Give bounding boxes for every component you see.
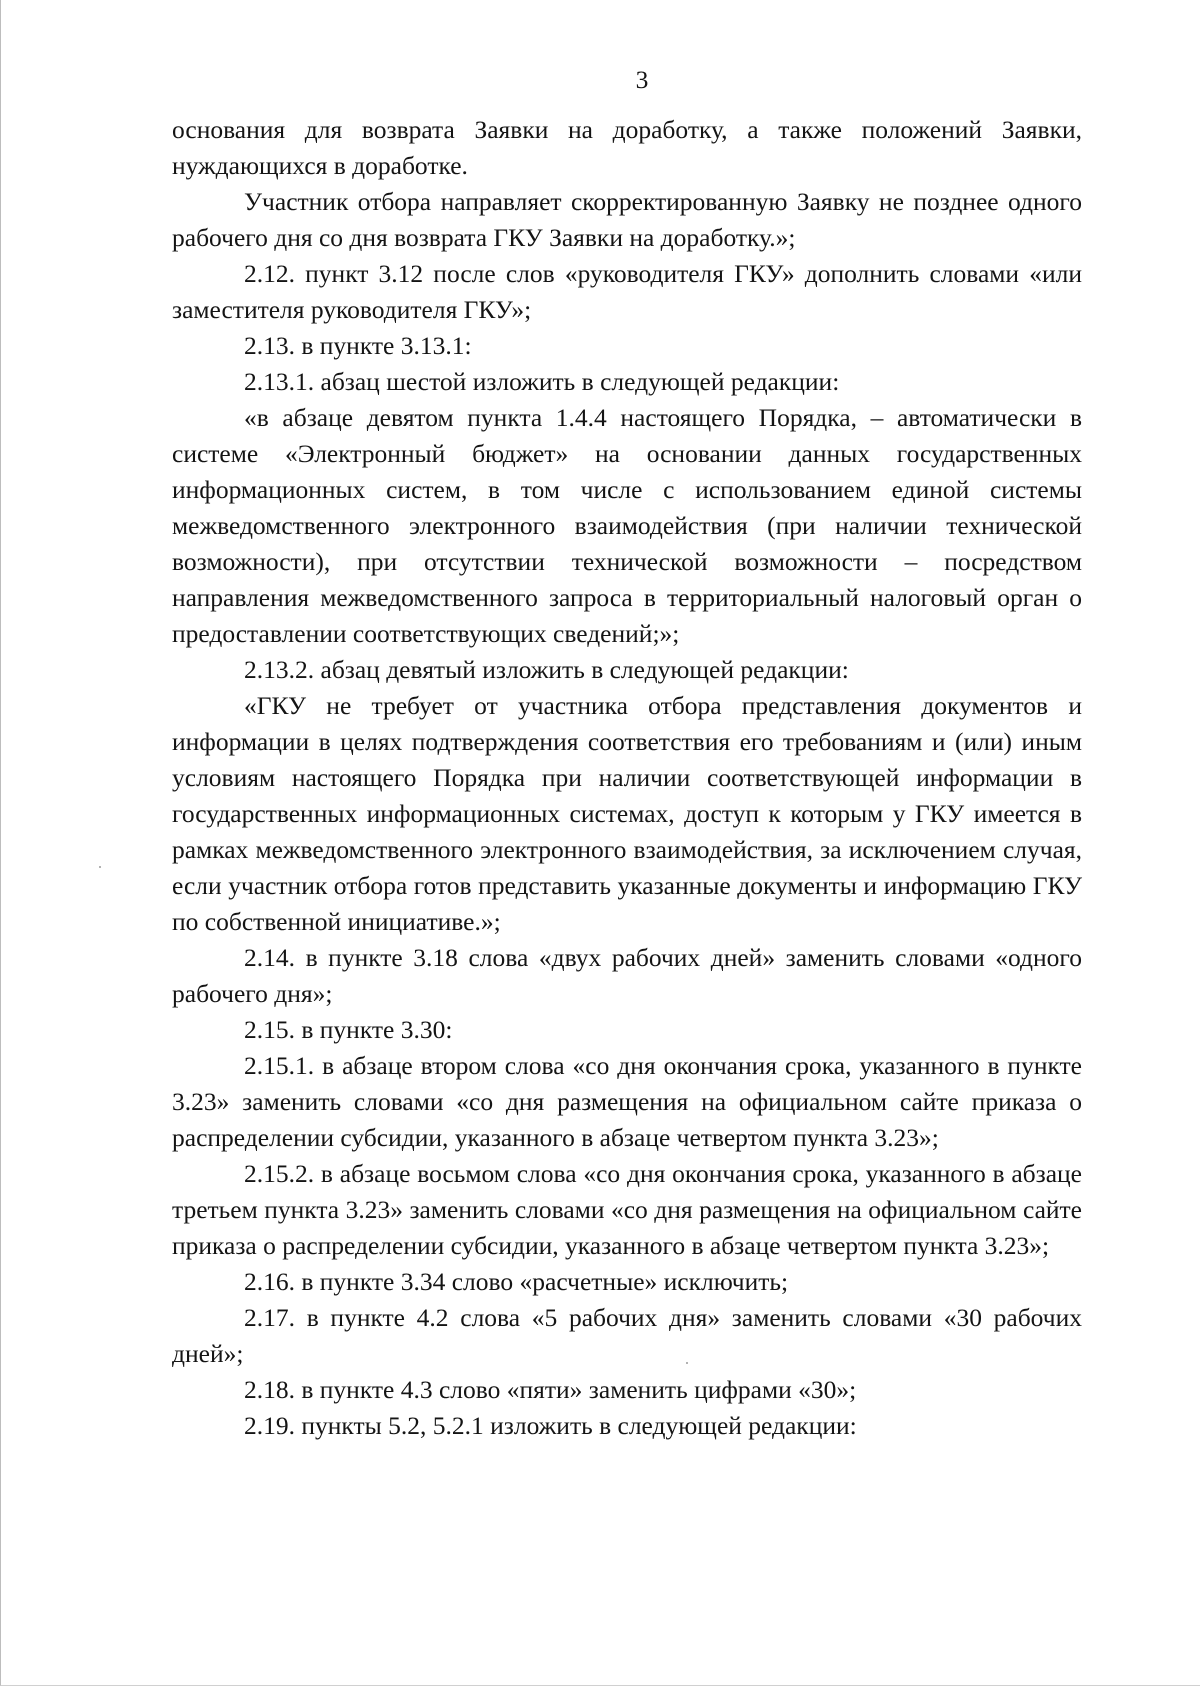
paragraph-item-2-13-1: 2.13.1. абзац шестой изложить в следующей редакции: <box>244 367 840 396</box>
paragraph-item-2-15: 2.15. в пункте 3.30: <box>244 1015 453 1044</box>
paragraph-item-2-19: 2.19. пункты 5.2, 5.2.1 изложить в следующей редакции: <box>244 1411 857 1440</box>
scan-speck <box>99 866 101 868</box>
paragraph-item-2-17: 2.17. в пункте 4.2 слова «5 рабочих дня» заменить словами «30 рабочих дней»; <box>172 1303 1082 1368</box>
paragraph-item-2-12: 2.12. пункт 3.12 после слов «руководителя ГКУ» дополнить словами «или заместителя руководителя ГКУ»; <box>172 259 1082 324</box>
paragraph-item-2-13: 2.13. в пункте 3.13.1: <box>244 331 472 360</box>
paragraph-quote: «в абзаце девятом пункта 1.4.4 настоящего Порядка, – автоматически в системе «Электронный бюджет» на основании данных государственных информационных систем, в том числе с использованием единой системы межведомственного электронного взаимодействия (при наличии технической возможности), при отсутствии технической возможности – посредством направления межведомственного запроса в территориальный налоговый орган о предоставлении соответствующих сведений;»; <box>172 403 1082 648</box>
paragraph-quote: «ГКУ не требует от участника отбора представления документов и информации в целях подтверждения соответствия его требованиям и (или) иным условиям настоящего Порядка при наличии соответствующей информации в государственных информационных системах, доступ к которым у ГКУ имеется в рамках межведомственного электронного взаимодействия, за исключением случая, если участник отбора готов представить указанные документы и информацию ГКУ по собственной инициативе.»; <box>172 691 1082 936</box>
paragraph-item-2-14: 2.14. в пункте 3.18 слова «двух рабочих дней» заменить словами «одного рабочего дня»; <box>172 943 1082 1008</box>
paragraph: Участник отбора направляет скорректированную Заявку не позднее одного рабочего дня со дня возврата ГКУ Заявки на доработку.»; <box>172 187 1082 252</box>
page-number: 3 <box>635 65 649 94</box>
paragraph-item-2-15-2: 2.15.2. в абзаце восьмом слова «со дня окончания срока, указанного в абзаце третьем пункта 3.23» заменить словами «со дня размещения на официальном сайте приказа о распределении субсидии, указанного в абзаце четвертом пункта 3.23»; <box>172 1159 1082 1260</box>
document-page <box>172 62 1082 1444</box>
paragraph-item-2-13-2: 2.13.2. абзац девятый изложить в следующей редакции: <box>244 655 849 684</box>
paragraph-item-2-18: 2.18. в пункте 4.3 слово «пяти» заменить цифрами «30»; <box>244 1375 857 1404</box>
paragraph-item-2-15-1: 2.15.1. в абзаце втором слова «со дня окончания срока, указанного в пункте 3.23» заменить словами «со дня размещения на официальном сайте приказа о распределении субсидии, указанного в абзаце четвертом пункта 3.23»; <box>172 1051 1082 1152</box>
paragraph-item-2-16: 2.16. в пункте 3.34 слово «расчетные» исключить; <box>244 1267 789 1296</box>
paragraph-continuation: основания для возврата Заявки на доработку, а также положений Заявки, нуждающихся в доработке. <box>172 115 1082 180</box>
